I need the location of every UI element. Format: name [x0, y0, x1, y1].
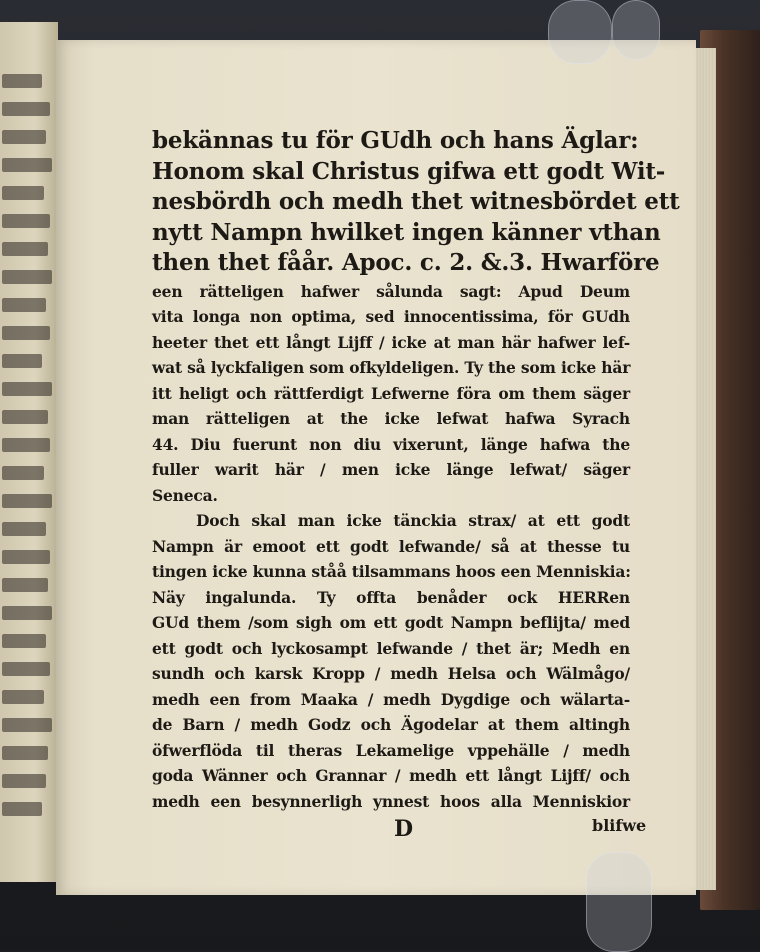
text-line: öfwerflöda til theras Lekamelige vppehälle / medh — [152, 740, 630, 760]
paragraph-start-line: Doch skal man icke tänckia strax/ at ett godt — [196, 511, 630, 530]
page-clip-top-right — [612, 0, 660, 60]
catchword: blifwe — [592, 816, 647, 835]
text-line: wat så lyckfaligen som ofkyldeligen. Ty the som icke här — [152, 358, 631, 377]
text-line: fuller warit här / men icke länge lefwat/ säger — [152, 460, 630, 479]
text-line: nesbördh och medh thet witnesbördet ett — [152, 188, 680, 215]
text-line: nytt Nampn hwilket ingen känner vthan — [152, 218, 661, 246]
text-line: tingen icke kunna ståå tilsammans hoos een Menniskia: — [152, 562, 631, 581]
page-text — [152, 126, 680, 814]
text-line: sundh och karsk Kropp / medh Helsa och Wälmågo/ — [152, 664, 630, 683]
facing-page-left — [0, 22, 58, 882]
text-line: medh een from Maaka / medh Dygdige och wälarta- — [152, 689, 630, 709]
book-page — [56, 40, 696, 895]
text-line: Seneca. — [152, 485, 218, 505]
text-line: Näy ingalunda. Ty offta benåder ock HERRen — [152, 587, 630, 607]
text-line: bekännas tu för GUdh och hans Äglar: — [152, 127, 639, 154]
text-line: GUd them /som sigh om ett godt Nampn beflijta/ med — [152, 613, 630, 632]
page-clip-top — [548, 0, 612, 64]
text-line: medh een besynnerligh ynnest hoos alla Menniskior — [152, 791, 630, 811]
page-clip-bottom — [586, 852, 652, 952]
text-line: vita longa non optima, sed innocentissima, för GUdh — [152, 307, 630, 326]
text-line: ett godt och lyckosampt lefwande / thet är; Medh en — [152, 638, 630, 658]
text-line: man rätteligen at the icke lefwat hafwa Syrach — [152, 409, 630, 428]
text-line: goda Wänner och Grannar / medh ett långt Lijff/ och — [152, 766, 630, 785]
text-line: de Barn / medh Godz och Ägodelar at them altingh — [152, 715, 630, 734]
text-line: heeter thet ett långt Lijff / icke at man här hafwer lef- — [152, 332, 630, 352]
text-line: 44. Diu fuerunt non diu vixerunt, länge hafwa the — [152, 434, 630, 454]
text-line: Honom skal Christus gifwa ett godt Wit- — [152, 157, 666, 185]
text-line: itt heligt och rättferdigt Lefwerne föra om them säger — [152, 383, 630, 403]
signature-mark: D — [394, 816, 414, 842]
text-line: een rätteligen hafwer sålunda sagt: Apud Deum — [152, 281, 630, 301]
text-line: Nampn är emoot ett godt lefwande/ så at thesse tu — [152, 536, 630, 556]
text-line: then thet fåår. Apoc. c. 2. &.3. Hwarföre — [152, 249, 660, 276]
